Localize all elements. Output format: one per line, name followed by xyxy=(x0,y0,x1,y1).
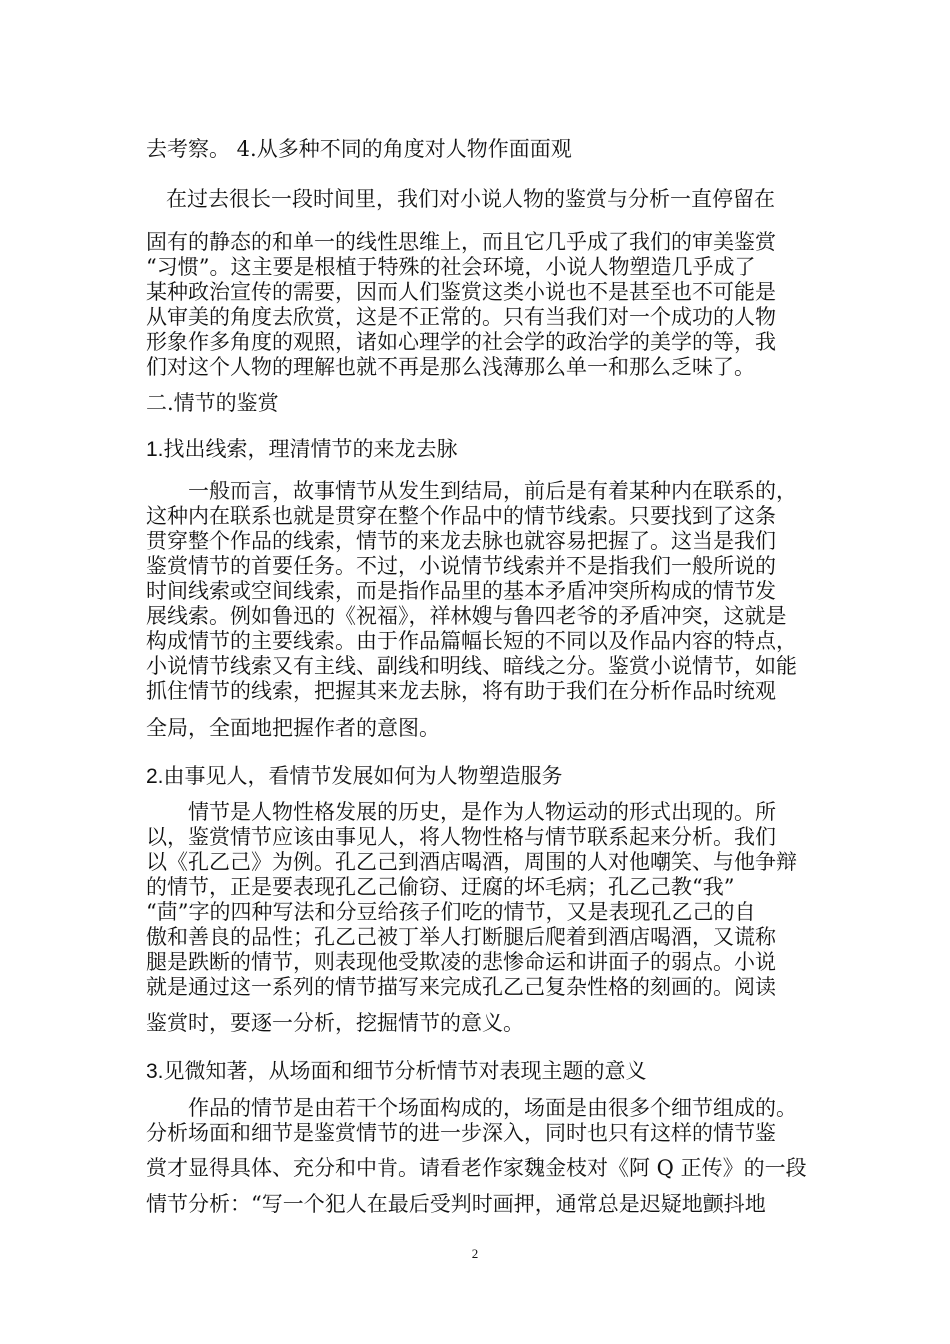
text-line: 形象作多角度的观照，诸如心理学的社会学的政治学的美学的等，我 xyxy=(146,330,776,354)
section-heading: 2.由事见人，看情节发展如何为人物塑造服务 xyxy=(146,765,563,788)
text-line: 就是通过这一系列的情节描写来完成孔乙己复杂性格的刻画的。阅读 xyxy=(146,975,776,999)
text-line: 全局，全面地把握作者的意图。 xyxy=(146,716,440,740)
text-line: 二.情节的鉴赏 xyxy=(146,391,279,415)
text-line: 贯穿整个作品的线索，情节的来龙去脉也就容易把握了。这当是我们 xyxy=(146,529,776,553)
text-line: 这种内在联系也就是贯穿在整个作品中的情节线索。只要找到了这条 xyxy=(146,504,776,528)
text-line: 一般而言，故事情节从发生到结局，前后是有着某种内在联系的， xyxy=(188,479,797,503)
text-line: 时间线索或空间线索，而是指作品里的基本矛盾冲突所构成的情节发 xyxy=(146,579,776,603)
text-line: 情节分析：“写一个犯人在最后受判时画押，通常总是迟疑地颤抖地 xyxy=(146,1192,766,1216)
text-line: 小说情节线索又有主线、副线和明线、暗线之分。鉴赏小说情节，如能 xyxy=(146,654,797,678)
text-line: 某种政治宣传的需要，因而人们鉴赏这类小说也不是甚至也不可能是 xyxy=(146,280,776,304)
text-line: “习惯”。这主要是根植于特殊的社会环境，小说人物塑造几乎成了 xyxy=(146,255,756,279)
text-line: 傲和善良的品性；孔乙己被丁举人打断腿后爬着到酒店喝酒，又谎称 xyxy=(146,925,776,949)
text-line: 展线索。例如鲁迅的《祝福》，祥林嫂与鲁四老爷的矛盾冲突，这就是 xyxy=(146,604,787,628)
text-line: 在过去很长一段时间里，我们对小说人物的鉴赏与分析一直停留在 xyxy=(166,187,775,211)
text-line: 以《孔乙己》为例。孔乙己到酒店喝酒，周围的人对他嘲笑、与他争辩 xyxy=(146,850,797,874)
text-line: “茴”字的四种写法和分豆给孩子们吃的情节，又是表现孔乙己的自 xyxy=(146,900,756,924)
text-line: 以，鉴赏情节应该由事见人，将人物性格与情节联系起来分析。我们 xyxy=(146,825,776,849)
text-line: 的情节，正是要表现孔乙己偷窃、迂腐的坏毛病；孔乙己教“我” xyxy=(146,875,735,899)
text-line: 固有的静态的和单一的线性思维上，而且它几乎成了我们的审美鉴赏 xyxy=(146,230,776,254)
text-line: 构成情节的主要线索。由于作品篇幅长短的不同以及作品内容的特点， xyxy=(146,629,797,653)
text-line: 们对这个人物的理解也就不再是那么浅薄那么单一和那么乏味了。 xyxy=(146,355,755,379)
text-line: 作品的情节是由若干个场面构成的，场面是由很多个细节组成的。 xyxy=(188,1096,797,1120)
section-heading: 1.找出线索，理清情节的来龙去脉 xyxy=(146,438,458,461)
text-line: 去考察。 4.从多种不同的角度对人物作面面观 xyxy=(146,137,572,161)
text-line: 抓住情节的线索，把握其来龙去脉，将有助于我们在分析作品时统观 xyxy=(146,679,776,703)
text-line: 鉴赏情节的首要任务。不过，小说情节线索并不是指我们一般所说的 xyxy=(146,554,776,578)
text-line: 分析场面和细节是鉴赏情节的进一步深入，同时也只有这样的情节鉴 xyxy=(146,1121,776,1145)
text-line: 情节是人物性格发展的历史，是作为人物运动的形式出现的。所 xyxy=(188,800,776,824)
text-line: 赏才显得具体、充分和中肯。请看老作家魏金枝对《阿 Q 正传》的一段 xyxy=(146,1156,807,1180)
text-line: 鉴赏时，要逐一分析，挖掘情节的意义。 xyxy=(146,1011,524,1035)
text-line: 从审美的角度去欣赏，这是不正常的。只有当我们对一个成功的人物 xyxy=(146,305,776,329)
section-heading: 3.见微知著，从场面和细节分析情节对表现主题的意义 xyxy=(146,1060,647,1083)
text-line: 腿是跌断的情节，则表现他受欺凌的悲惨命运和讲面子的弱点。小说 xyxy=(146,950,776,974)
page-number: 2 xyxy=(471,1246,479,1261)
